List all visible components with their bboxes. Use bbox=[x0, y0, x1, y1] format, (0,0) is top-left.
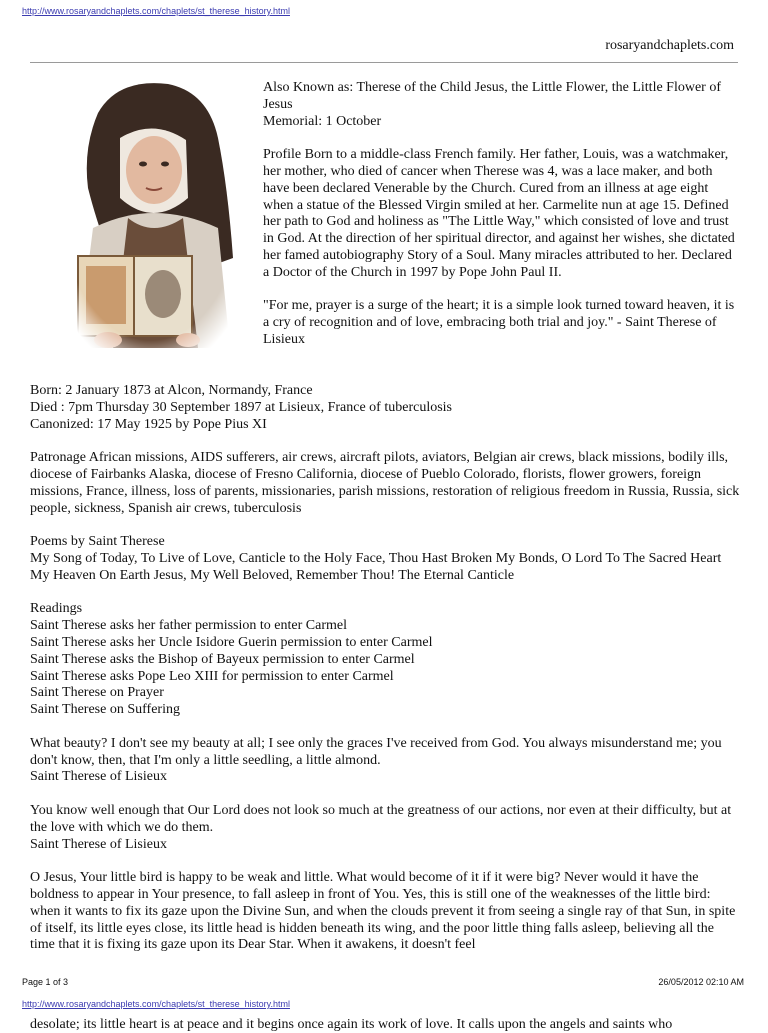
header-url-link[interactable]: http://www.rosaryandchaplets.com/chaplets/st_therese_history.html bbox=[22, 6, 290, 16]
quote-text: What beauty? I don't see my beauty at all; I see only the graces I've received from God. You always misunderstand me; you don't know, then, that I'm only a little seedling, a little almond. bbox=[30, 735, 722, 768]
quote-author: Saint Therese of Lisieux bbox=[30, 769, 167, 785]
love-quote bbox=[30, 803, 740, 853]
memorial-date: Memorial: 1 October bbox=[263, 113, 382, 129]
readings-heading: Readings bbox=[30, 601, 83, 617]
reading-item: Saint Therese asks her Uncle Isidore Guerin permission to enter Carmel bbox=[30, 634, 433, 650]
readings-section bbox=[30, 601, 740, 719]
reading-item: Saint Therese on Suffering bbox=[30, 702, 180, 718]
prayer-quote: "For me, prayer is a surge of the heart; it is a simple look turned toward heaven, it is a cry of recognition and of love, embracing both trial and joy." - Saint Therese of Lisieux bbox=[263, 298, 735, 347]
patronage-paragraph: Patronage African missions, AIDS sufferers, air crews, aircraft pilots, aviators, Belgian air crews, black missions, bodily ills, diocese of Fairbanks Alaska, diocese of Fresno California, diocese of Pueblo Colorado, florists, flower growers, foreign missions, France, illness, loss of parents, missionaries, parish missions, restoration of religious freedom in Russia, Russia, sick people, sickness, Spanish air crews, tuberculosis bbox=[30, 450, 740, 516]
canonized-line: Canonized: 17 May 1925 by Pope Pius XI bbox=[30, 416, 267, 432]
life-facts bbox=[30, 383, 740, 433]
footer-url-link[interactable]: http://www.rosaryandchaplets.com/chaplets/st_therese_history.html bbox=[22, 999, 290, 1009]
reading-item: Saint Therese asks the Bishop of Bayeux permission to enter Carmel bbox=[30, 651, 415, 667]
header-divider bbox=[30, 62, 738, 63]
reading-item: Saint Therese on Prayer bbox=[30, 685, 164, 701]
died-line: Died : 7pm Thursday 30 September 1897 at Lisieux, France of tuberculosis bbox=[30, 399, 452, 415]
also-known-as: Also Known as: Therese of the Child Jesus, the Little Flower, the Little Flower of Jesus bbox=[263, 80, 721, 112]
intro-column bbox=[263, 80, 737, 366]
born-line: Born: 2 January 1873 at Alcon, Normandy, France bbox=[30, 383, 313, 398]
main-content bbox=[30, 383, 740, 971]
poems-list: My Song of Today, To Live of Love, Canticle to the Holy Face, Thou Hast Broken My Bonds, O Lord To The Sacred Heart My Heaven On Earth Jesus, My Well Beloved, Remember Thou! The Eternal Canticle bbox=[30, 550, 722, 583]
page-number: Page 1 of 3 bbox=[22, 977, 69, 987]
site-name: rosaryandchaplets.com bbox=[605, 38, 734, 53]
print-timestamp: 26/05/2012 02:10 AM bbox=[658, 977, 744, 987]
reading-item: Saint Therese asks Pope Leo XIII for permission to enter Carmel bbox=[30, 668, 394, 684]
quote-text: You know well enough that Our Lord does not look so much at the greatness of our actions, nor even at their difficulty, but at the love with which we do them. bbox=[30, 802, 732, 835]
poems-section bbox=[30, 534, 740, 584]
next-page-text: desolate; its little heart is at peace and it begins once again its work of love. It calls upon the angels and saints who bbox=[30, 1017, 673, 1032]
saint-portrait-image bbox=[58, 78, 244, 360]
reading-item: Saint Therese asks her father permission to enter Carmel bbox=[30, 618, 347, 634]
profile-paragraph: Profile Born to a middle-class French family. Her father, Louis, was a watchmaker, her mother, who died of cancer when Therese was 4, was a lace maker, and both have been declared Venerable by the Church. Cured from an illness at age eight when a statue of the Blessed Virgin smiled at her. Carmelite nun at age 15. Defined her path to God and holiness as "The Little Way," which consisted of love and trust in God. At the direction of her spiritual director, and against her wishes, she dictated her famed autobiography Story of a Soul. Many miracles attributed to her. Declared a Doctor of the Church in 1997 by Pope John Paul II. bbox=[263, 147, 735, 280]
little-bird-passage: O Jesus, Your little bird is happy to be weak and little. What would become of it if it were big? Never would it have the boldness to appear in Your presence, to fall asleep in front of You. Yes, this is still one of the weaknesses of the little bird: when it wants to fix its gaze upon the Divine Sun, and when the clouds prevent it from seeing a single ray of that Sun, in spite of itself, its little eyes close, its little head is hidden beneath its wing, and the poor little thing falls asleep, believing all the time that it is fixing its gaze upon its Dear Star. When it awakens, it doesn't feel bbox=[30, 870, 736, 953]
quote-author: Saint Therese of Lisieux bbox=[30, 836, 167, 852]
poems-heading: Poems by Saint Therese bbox=[30, 534, 165, 550]
beauty-quote bbox=[30, 736, 740, 786]
